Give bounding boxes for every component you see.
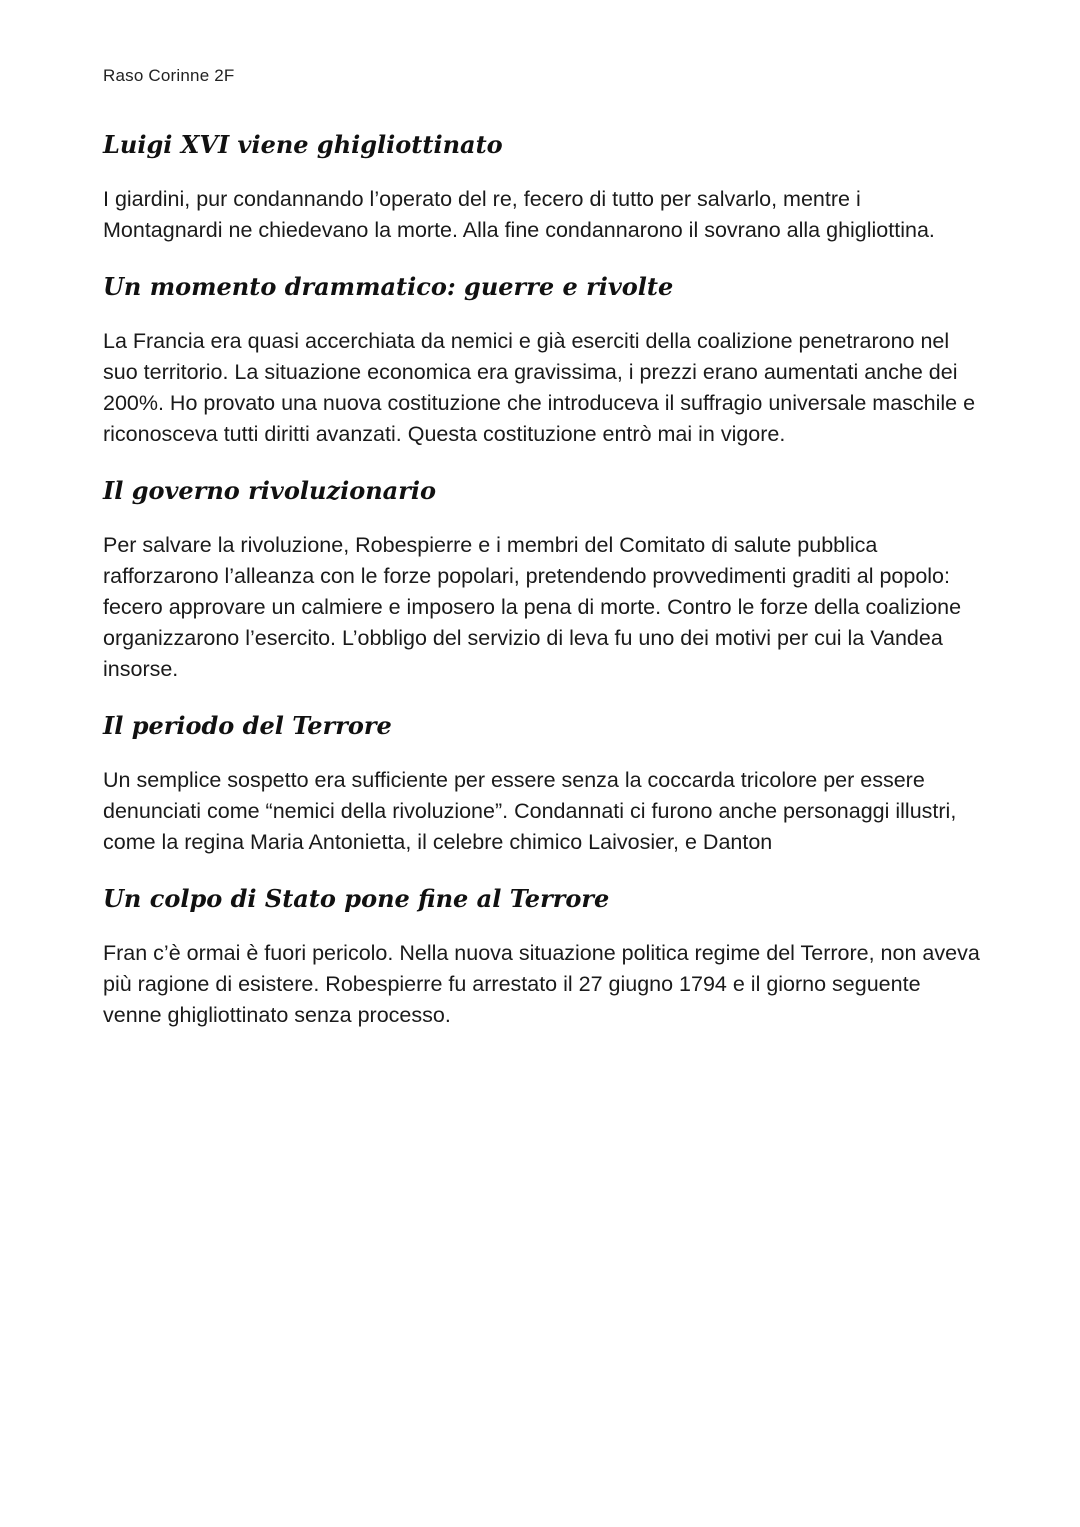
section-governo-rivoluzionario [103, 474, 983, 685]
section-title: Un momento drammatico: guerre e rivolte [103, 272, 674, 301]
section-title: Il governo rivoluzionario [103, 476, 436, 505]
section-text: I giardini, pur condannando l’operato del re, fecero di tutto per salvarlo, mentre i Montagnardi ne chiedevano la morte. Alla fine condannarono il sovrano alla ghigliottina. [103, 187, 935, 242]
section-text: Per salvare la rivoluzione, Robespierre e i membri del Comitato di salute pubblica rafforzarono l’alleanza con le forze popolari, pretendendo provvedimenti graditi al popolo: fecero approvare un calmiere e imposero la pena di morte. Contro le forze della coalizione organizzarono l’esercito. L’obbligo del servizio di leva fu uno dei motivi per cui la Vandea insorse. [103, 533, 962, 681]
section-text: Fran c’è ormai è fuori pericolo. Nella nuova situazione politica regime del Terrore, non aveva più ragione di esistere. Robespierre fu arrestato il 27 giugno 1794 e il giorno seguente venne ghigliottinato senza processo. [103, 941, 980, 1027]
section-text: La Francia era quasi accerchiata da nemici e già eserciti della coalizione penetrarono nel suo territorio. La situazione economica era gravissima, i prezzi erano aumentati anche dei 200%. Ho provato una nuova costituzione che introduceva il suffragio universale maschile e riconosceva tutti diritti avanzati. Questa costituzione entrò mai in vigore. [103, 329, 976, 446]
section-luigi-xvi [103, 128, 983, 246]
section-colpo-di-stato [103, 882, 983, 1031]
section-text: Un semplice sospetto era sufficiente per essere senza la coccarda tricolore per essere denunciati come “nemici della rivoluzione”. Condannati ci furono anche personaggi illustri, come la regina Maria Antonietta, il celebre chimico Laivosier, e Danton [103, 768, 957, 854]
section-title: Il periodo del Terrore [103, 711, 392, 740]
section-title: Luigi XVI viene ghigliottinato [103, 130, 503, 159]
author-name: Raso Corinne 2F [103, 66, 235, 85]
section-momento-drammatico [103, 270, 983, 450]
section-title: Un colpo di Stato pone fine al Terrore [103, 884, 610, 913]
document-body [103, 128, 983, 1055]
section-periodo-terrore [103, 709, 983, 858]
